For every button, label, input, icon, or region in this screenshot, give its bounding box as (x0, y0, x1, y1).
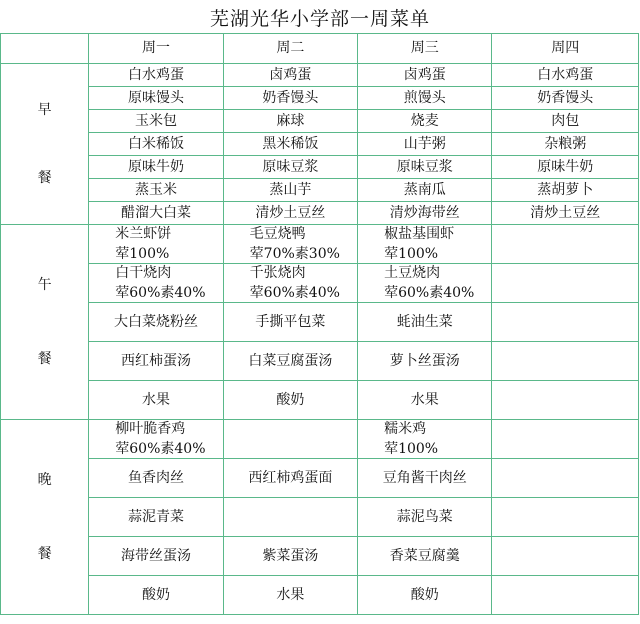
dish-cell (358, 202, 492, 225)
dish-cell (223, 225, 357, 264)
dish-name: 毛豆烧鸭 (249, 226, 306, 243)
lunch-label-bottom: 餐 (37, 351, 52, 367)
dish-name: 白干烧肉 (115, 265, 172, 282)
dish-name: 醋溜大白菜 (120, 204, 191, 221)
dish-name: 卤鸡蛋 (403, 66, 446, 83)
dish-cell (223, 498, 357, 537)
dish-cell (358, 133, 492, 156)
dish-name: 水果 (276, 586, 305, 603)
breakfast-row (1, 156, 639, 179)
dinner-row (1, 498, 639, 537)
header-corner-cell (1, 34, 89, 64)
lunch-row (1, 342, 639, 381)
dish-name: 柳叶脆香鸡 (115, 421, 186, 438)
dish-cell (223, 202, 357, 225)
dish-cell (223, 264, 357, 303)
header-day-3: 周三 (358, 34, 492, 64)
dish-cell (89, 264, 223, 303)
dish-name: 杂粮粥 (544, 135, 587, 152)
dish-cell (358, 381, 492, 420)
dish-cell (358, 87, 492, 110)
lunch-row (1, 303, 639, 342)
dish-cell (358, 64, 492, 87)
lunch-label-cell (1, 225, 89, 420)
dish-cell (492, 156, 639, 179)
dish-cell (492, 64, 639, 87)
breakfast-label-top: 早 (37, 101, 52, 118)
lunch-row (1, 264, 639, 303)
dish-name: 肉包 (551, 112, 580, 129)
dish-name: 白菜豆腐蛋汤 (248, 352, 333, 369)
dish-meat-ratio: 荤100% (115, 245, 170, 262)
dish-cell (358, 576, 492, 615)
menu-title: 芜湖光华小学部一周菜单 (209, 7, 430, 30)
dish-name: 手撕平包菜 (255, 313, 326, 330)
dish-name: 原味豆浆 (396, 158, 453, 175)
dinner-label-top: 晚 (37, 471, 52, 488)
dish-cell (492, 202, 639, 225)
dish-name: 蒸南瓜 (403, 181, 446, 198)
dish-name: 西红柿鸡蛋面 (248, 469, 333, 486)
dish-cell (223, 179, 357, 202)
dish-cell (89, 381, 223, 420)
dish-cell (223, 64, 357, 87)
dish-name: 酸奶 (141, 586, 170, 603)
dish-name: 清炒土豆丝 (530, 204, 601, 221)
dish-cell (492, 133, 639, 156)
dish-cell (223, 537, 357, 576)
dish-cell (89, 498, 223, 537)
dish-meat-ratio: 荤100% (384, 440, 439, 457)
lunch-label-top: 午 (37, 276, 52, 293)
dish-cell (492, 342, 639, 381)
dish-name: 白水鸡蛋 (537, 66, 594, 83)
dish-cell (358, 537, 492, 576)
dish-cell (89, 179, 223, 202)
dish-cell (492, 459, 639, 498)
dish-name: 酸奶 (276, 391, 305, 408)
lunch-row (1, 225, 639, 264)
dish-cell (358, 342, 492, 381)
dish-cell (89, 459, 223, 498)
dish-name: 土豆烧肉 (384, 265, 441, 282)
dish-name: 蒸胡萝卜 (537, 181, 594, 198)
dinner-label-bottom: 餐 (37, 546, 52, 562)
dish-name: 大白菜烧粉丝 (113, 313, 198, 330)
dish-cell (89, 537, 223, 576)
dish-name: 海带丝蛋汤 (120, 547, 191, 564)
dish-name: 奶香馒头 (262, 89, 319, 106)
dish-name: 糯米鸡 (384, 421, 427, 438)
breakfast-row (1, 133, 639, 156)
dish-name: 原味牛奶 (537, 158, 594, 175)
dish-meat-ratio: 荤60%素40% (115, 284, 206, 301)
dish-name: 蒸玉米 (134, 181, 177, 198)
dish-name: 鱼香肉丝 (127, 469, 184, 486)
dish-cell (358, 156, 492, 179)
dish-meat-ratio: 荤60%素40% (384, 284, 475, 301)
dish-cell (89, 420, 223, 459)
breakfast-row (1, 110, 639, 133)
breakfast-label-cell (1, 64, 89, 225)
dish-name: 蒜泥青菜 (127, 508, 184, 525)
dish-cell (89, 110, 223, 133)
dish-name: 蚝油生菜 (396, 313, 453, 330)
dish-cell (89, 342, 223, 381)
dish-name: 酸奶 (410, 586, 439, 603)
dish-cell (223, 110, 357, 133)
dish-cell (492, 537, 639, 576)
dish-name: 椒盐基围虾 (384, 226, 455, 243)
dish-cell (358, 498, 492, 537)
dish-cell (358, 303, 492, 342)
dish-name: 原味牛奶 (127, 158, 184, 175)
dish-cell (89, 87, 223, 110)
dish-cell (223, 133, 357, 156)
dish-name: 原味馒头 (127, 89, 184, 106)
breakfast-row (1, 179, 639, 202)
dish-name: 奶香馒头 (537, 89, 594, 106)
breakfast-row (1, 202, 639, 225)
dish-meat-ratio: 荤100% (384, 245, 439, 262)
header-day-4: 周四 (492, 34, 639, 64)
dish-name: 千张烧肉 (249, 265, 306, 282)
dish-cell (358, 179, 492, 202)
dinner-row (1, 576, 639, 615)
dish-name: 水果 (410, 391, 439, 408)
dish-name: 山芋粥 (403, 135, 446, 152)
dish-cell (89, 156, 223, 179)
dish-name: 蒸山芋 (269, 181, 312, 198)
dish-cell (223, 420, 357, 459)
dish-meat-ratio: 荤60%素40% (115, 440, 206, 457)
dish-cell (223, 576, 357, 615)
dish-cell (492, 87, 639, 110)
breakfast-row (1, 87, 639, 110)
header-row (1, 34, 639, 64)
breakfast-row (1, 64, 639, 87)
breakfast-label-bottom: 餐 (37, 170, 52, 186)
dish-cell (223, 342, 357, 381)
dish-name: 紫菜蛋汤 (262, 547, 319, 564)
dinner-row (1, 459, 639, 498)
dinner-label-cell (1, 420, 89, 615)
dish-cell (89, 202, 223, 225)
dish-cell (223, 303, 357, 342)
dinner-row (1, 537, 639, 576)
dish-name: 白米稀饭 (127, 135, 184, 152)
dish-name: 清炒土豆丝 (255, 204, 326, 221)
dish-name: 烧麦 (410, 112, 439, 129)
dish-name: 麻球 (276, 112, 305, 129)
header-day-1: 周一 (89, 34, 223, 64)
dish-cell (358, 264, 492, 303)
dish-cell (492, 498, 639, 537)
dish-cell (89, 303, 223, 342)
header-day-2: 周二 (223, 34, 357, 64)
dish-cell (89, 64, 223, 87)
dish-name: 香菜豆腐羹 (389, 547, 460, 564)
dish-name: 萝卜丝蛋汤 (389, 352, 460, 369)
dish-cell (223, 381, 357, 420)
dish-name: 清炒海带丝 (389, 204, 460, 221)
dish-name: 黑米稀饭 (262, 135, 319, 152)
dish-cell (492, 381, 639, 420)
dish-cell (492, 110, 639, 133)
dish-cell (492, 576, 639, 615)
dish-cell (358, 225, 492, 264)
dish-meat-ratio: 荤60%素40% (249, 284, 340, 301)
dish-name: 玉米包 (134, 112, 177, 129)
dish-name: 煎馒头 (403, 89, 446, 106)
dish-name: 蒜泥鸟菜 (396, 508, 453, 525)
dish-name: 原味豆浆 (262, 158, 319, 175)
dish-cell (223, 87, 357, 110)
dish-name: 西红柿蛋汤 (120, 352, 191, 369)
dish-name: 豆角酱干肉丝 (382, 469, 467, 486)
dish-cell (492, 225, 639, 264)
dish-cell (492, 420, 639, 459)
dish-cell (492, 264, 639, 303)
dish-cell (89, 576, 223, 615)
dish-cell (358, 459, 492, 498)
dish-cell (89, 225, 223, 264)
dish-cell (223, 156, 357, 179)
dish-name: 卤鸡蛋 (269, 66, 312, 83)
dish-cell (358, 110, 492, 133)
dish-cell (492, 179, 639, 202)
dish-name: 米兰虾饼 (115, 226, 172, 243)
weekly-menu-table (0, 33, 639, 615)
dish-cell (89, 133, 223, 156)
dinner-row (1, 420, 639, 459)
dish-cell (492, 303, 639, 342)
dish-name: 白水鸡蛋 (127, 66, 184, 83)
dish-name: 水果 (141, 391, 170, 408)
dish-meat-ratio: 荤70%素30% (249, 245, 340, 262)
lunch-row (1, 381, 639, 420)
dish-cell (223, 459, 357, 498)
dish-cell (358, 420, 492, 459)
